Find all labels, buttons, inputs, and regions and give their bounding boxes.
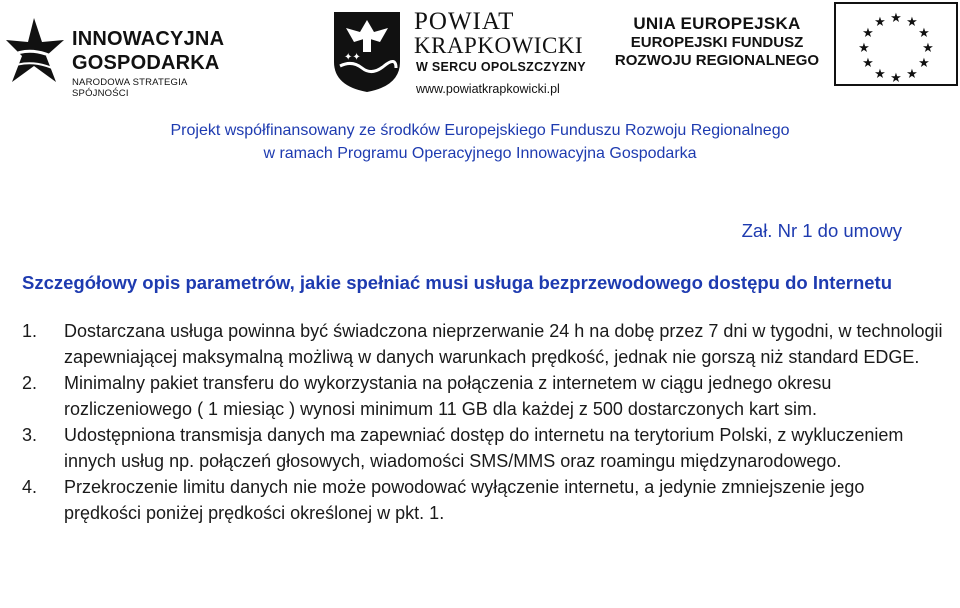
logo-powiat-line2: KRAPKOWICKI: [414, 33, 584, 58]
logo-innowacyjna-line3: NARODOWA STRATEGIA SPÓJNOŚCI: [72, 77, 187, 99]
svg-text:★: ★: [874, 15, 886, 30]
list-item-number: 3.: [22, 425, 38, 445]
innowacyjna-gospodarka-logo: [4, 10, 244, 99]
logo-ue-line3: ROZWOJU REGIONALNEGO: [614, 52, 820, 69]
logo-powiat-url: www.powiatkrapkowicki.pl: [416, 82, 560, 96]
svg-text:★: ★: [922, 41, 934, 56]
svg-text:★: ★: [874, 67, 886, 82]
attachment-label: Zał. Nr 1 do umowy: [741, 220, 902, 241]
eagle-crest-icon: [332, 10, 402, 94]
svg-text:★: ★: [906, 15, 918, 30]
svg-text:★: ★: [906, 67, 918, 82]
logo-powiat-line3: W SERCU OPOLSZCZYZNY: [416, 60, 586, 74]
list-item-text: Przekroczenie limitu danych nie może powodować wyłączenie internetu, a jedynie zmniejszenie jego prędkości poniżej prędkości określonej w pkt. 1.: [64, 477, 865, 523]
logo-powiat-line1: POWIAT: [414, 8, 515, 35]
list-item: [0, 474, 960, 526]
document-title: Szczegółowy opis parametrów, jakie spełniać musi usługa bezprzewodowego dostępu do Internetu: [22, 272, 892, 293]
svg-text:✦✦: ✦✦: [344, 52, 361, 63]
svg-text:★: ★: [858, 41, 870, 56]
list-item-number: 4.: [22, 477, 38, 497]
svg-text:★: ★: [918, 26, 930, 41]
requirements-list: [0, 318, 960, 526]
eu-flag-icon: [834, 2, 958, 86]
eu-stars-icon: [836, 4, 956, 84]
logo-innowacyjna-line2: GOSPODARKA: [72, 52, 220, 74]
project-line-1: Projekt współfinansowany ze środków Europejskiego Funduszu Rozwoju Regionalnego: [170, 122, 790, 139]
unia-europejska-logo-text: [612, 14, 822, 74]
logo-ue-line2: EUROPEJSKI FUNDUSZ: [630, 34, 804, 51]
powiat-krapkowicki-logo: [332, 8, 592, 96]
logo-ue-line1: UNIA EUROPEJSKA: [633, 14, 801, 33]
logo-innowacyjna-line1: INNOWACYJNA: [72, 28, 225, 50]
svg-text:★: ★: [890, 71, 902, 84]
svg-text:★: ★: [890, 11, 902, 26]
list-item-text: Minimalny pakiet transferu do wykorzystania na połączenia z internetem w ciągu jednego okresu rozliczeniowego ( 1 miesiąc ) wynosi minimum 11 GB dla każdej z 500 dostarczonych kart sim.: [64, 373, 832, 419]
list-item: [0, 370, 960, 422]
list-item: [0, 422, 960, 474]
list-item-text: Udostępniona transmisja danych ma zapewniać dostęp do internetu na terytorium Polski, z wykluczeniem innych usług np. połączeń głosowych, wiadomości SMS/MMS oraz roamingu międzynarodowego.: [64, 425, 904, 471]
svg-text:★: ★: [862, 56, 874, 71]
list-item: [0, 318, 960, 370]
svg-text:★: ★: [918, 56, 930, 71]
list-item-text: Dostarczana usługa powinna być świadczona nieprzerwanie 24 h na dobę przez 7 dni w tygodni, w technologii zapewniającej maksymalną możliwą w danych warunkach prędkość, jednak nie gorszą niż standard EDGE.: [64, 321, 943, 367]
star-logo-icon: [4, 16, 66, 86]
project-line-2: w ramach Programu Operacyjnego Innowacyjna Gospodarka: [263, 145, 697, 162]
list-item-number: 2.: [22, 373, 38, 393]
svg-text:★: ★: [862, 26, 874, 41]
list-item-number: 1.: [22, 321, 38, 341]
